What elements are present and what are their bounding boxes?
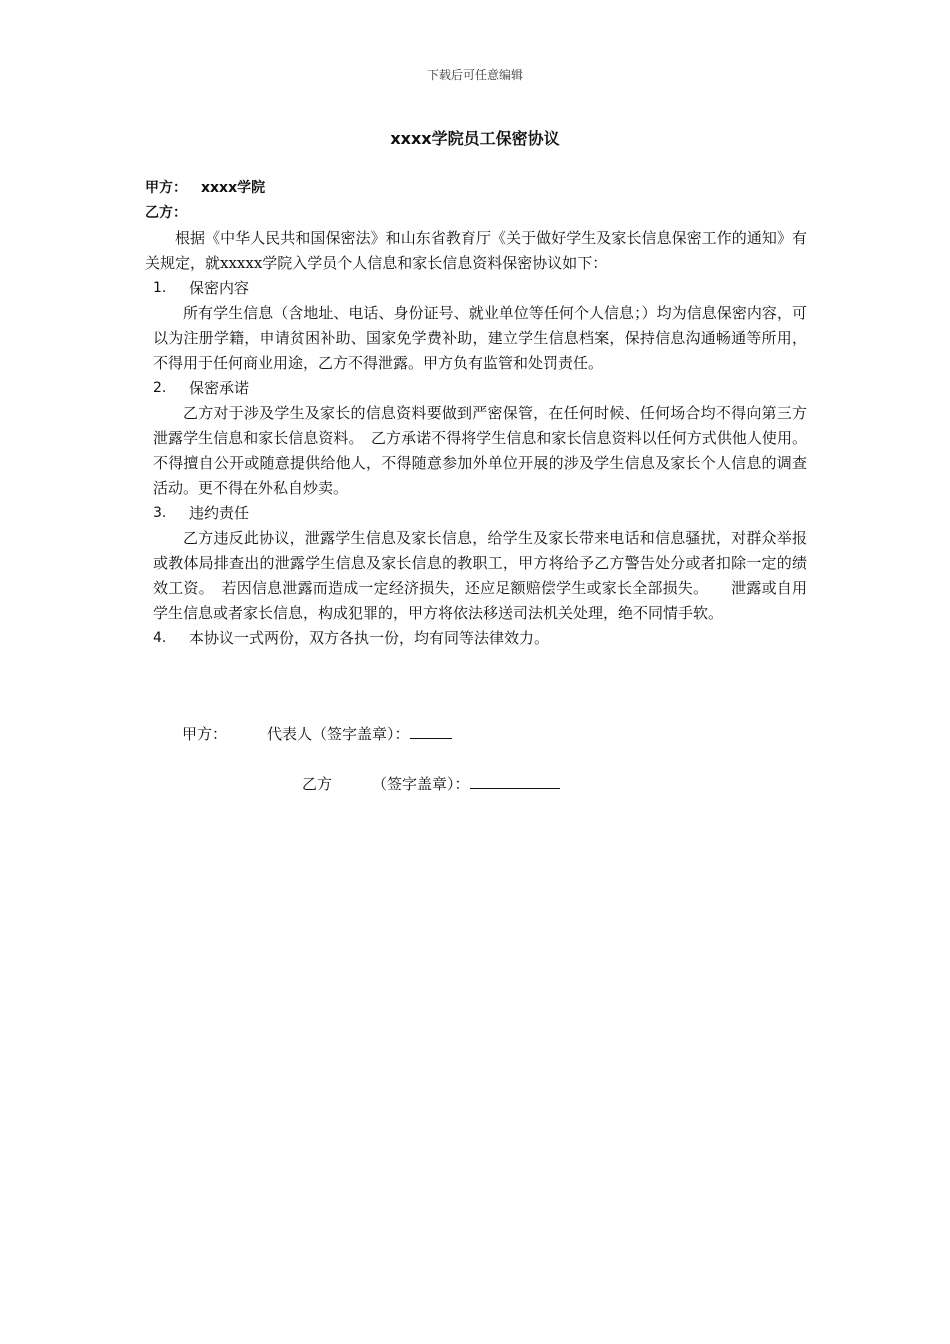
item-3-heading xyxy=(145,501,807,526)
signature-party-a xyxy=(182,723,452,744)
item-2-heading xyxy=(145,376,807,401)
document-title: xxxx学院员工保密协议 xyxy=(390,129,560,148)
item-4-title: 本协议一式两份，双方各执一份，均有同等法律效力。 xyxy=(189,629,550,647)
party-a-label: 甲方： xyxy=(145,180,187,196)
signature-party-b-blank[interactable] xyxy=(470,774,560,789)
header-note: 下载后可任意编辑 xyxy=(426,68,523,82)
party-a-line xyxy=(145,176,807,201)
item-4-number: 4. xyxy=(153,630,167,646)
signature-party-a-representative: 代表人（签字盖章）： xyxy=(267,725,410,743)
item-1-body: 所有学生信息（含地址、电话、身份证号、就业单位等任何个人信息；）均为信息保密内容，可以为注册学籍，申请贫困补助、国家免学费补助，建立学生信息档案，保持信息沟通畅通等所用，不得用于任何商业用途，乙方不得泄露。甲方负有监管和处罚责任。 xyxy=(153,304,807,372)
document-body xyxy=(145,176,807,651)
item-1-heading xyxy=(145,276,807,301)
intro-paragraph: 根据《中华人民共和国保密法》和山东省教育厅《关于做好学生及家长信息保密工作的通知》有关规定，就xxxxx学院入学员个人信息和家长信息资料保密协议如下： xyxy=(145,229,807,272)
item-4-heading xyxy=(145,626,807,651)
item-1-title: 保密内容 xyxy=(189,279,250,297)
party-b-label: 乙方： xyxy=(145,205,187,221)
item-3-title: 违约责任 xyxy=(189,504,250,522)
party-a-value: xxxx学院 xyxy=(201,180,266,196)
item-3-body: 乙方违反此协议，泄露学生信息及家长信息，给学生及家长带来电话和信息骚扰，对群众举报或教体局排查出的泄露学生信息及家长信息的教职工，甲方将给予乙方警告处分或者扣除一定的绩效工资。 若因信息泄露而造成一定经济损失，还应足额赔偿学生或家长全部损失。 泄露或自用学生信息或者家长信息，构成犯罪的，甲方将依法移送司法机关处理，绝不同情手软。 xyxy=(153,529,807,622)
item-2-body: 乙方对于涉及学生及家长的信息资料要做到严密保管，在任何时候、任何场合均不得向第三方泄露学生信息和家长信息资料。 乙方承诺不得将学生信息和家长信息资料以任何方式供他人使用。不得擅自公开或随意提供给他人，不得随意参加外单位开展的涉及学生信息及家长个人信息的调查活动。更不得在外私自炒卖。 xyxy=(153,404,807,497)
party-b-line xyxy=(145,201,807,226)
signature-party-b xyxy=(302,773,560,794)
item-3-number: 3. xyxy=(153,505,167,521)
item-2-number: 2. xyxy=(153,380,167,396)
signature-party-a-label: 甲方： xyxy=(182,725,228,743)
signature-party-b-sign: （签字盖章）： xyxy=(372,775,470,793)
item-2-title: 保密承诺 xyxy=(189,379,250,397)
item-1-number: 1. xyxy=(153,280,167,296)
signature-party-a-blank[interactable] xyxy=(410,724,452,739)
signature-party-b-label: 乙方 xyxy=(302,775,333,793)
